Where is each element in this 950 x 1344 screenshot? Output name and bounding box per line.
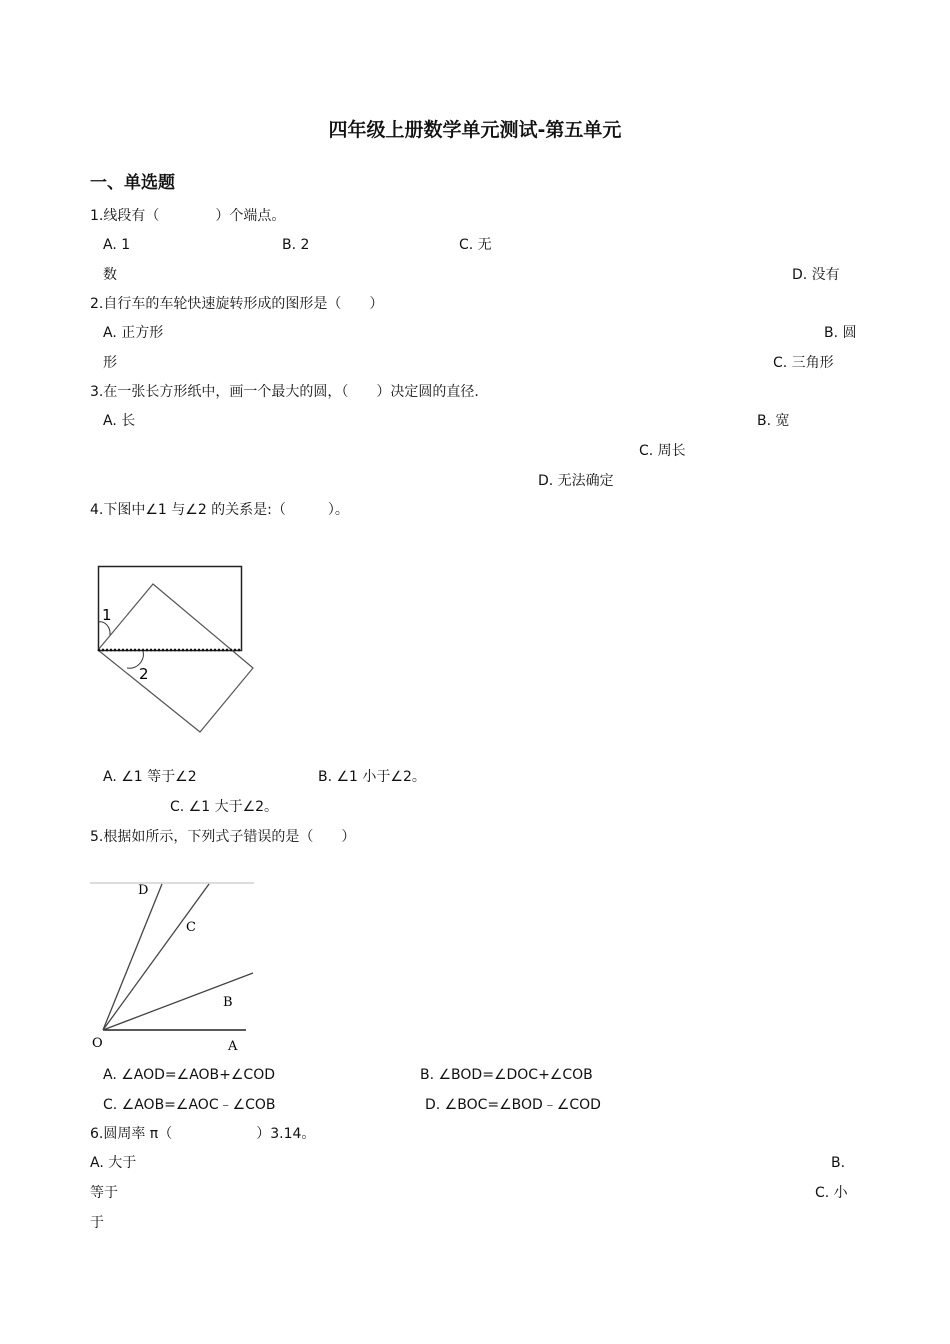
q4-option-a[interactable]: A. ∠1 等于∠2 <box>103 769 197 785</box>
q5-option-b[interactable]: B. ∠BOD=∠DOC+∠COB <box>420 1067 593 1083</box>
q6-option-c-cont: 于 <box>90 1215 104 1231</box>
q4-option-c[interactable]: C. ∠1 大于∠2。 <box>170 799 279 815</box>
q4-stem: 4.下图中∠1 与∠2 的关系是:（ ）。 <box>90 502 349 518</box>
q3-option-b[interactable]: B. 宽 <box>757 413 790 429</box>
q1-option-d[interactable]: D. 没有 <box>792 267 840 283</box>
q1-option-a[interactable]: A. 1 <box>103 237 131 253</box>
q1-option-b[interactable]: B. 2 <box>282 237 310 253</box>
q3-option-a[interactable]: A. 长 <box>103 413 136 429</box>
point-b-label: B <box>223 995 233 1010</box>
q4-option-b[interactable]: B. ∠1 小于∠2。 <box>318 769 426 785</box>
q1-option-c[interactable]: C. 无 <box>459 237 492 253</box>
angle-1-label: 1 <box>102 606 112 624</box>
point-d-label: D <box>138 883 149 898</box>
q5-option-c[interactable]: C. ∠AOB=∠AOC﹣∠COB <box>103 1097 276 1113</box>
q3-stem: 3.在一张长方形纸中，画一个最大的圆，（ ）决定圆的直径. <box>90 384 479 400</box>
q3-option-d[interactable]: D. 无法确定 <box>538 473 614 489</box>
q1-stem: 1.线段有（ ）个端点。 <box>90 208 286 224</box>
q6-stem: 6.圆周率 π（ ）3.14。 <box>90 1126 316 1142</box>
q6-option-b-cont: 等于 <box>90 1185 118 1201</box>
q2-option-b-cont: 形 <box>103 355 117 371</box>
q5-stem: 5.根据如所示，下列式子错误的是（ ） <box>90 829 356 845</box>
q3-option-c[interactable]: C. 周长 <box>639 443 686 459</box>
q2-option-a[interactable]: A. 正方形 <box>103 325 164 341</box>
q5-option-a[interactable]: A. ∠AOD=∠AOB+∠COD <box>103 1067 276 1083</box>
q2-option-c[interactable]: C. 三角形 <box>773 355 834 371</box>
q5-figure <box>90 883 254 1054</box>
q4-figure <box>98 567 253 733</box>
point-a-label: A <box>228 1039 238 1054</box>
section-heading: 一、单选题 <box>90 173 175 193</box>
page-title: 四年级上册数学单元测试-第五单元 <box>328 119 622 141</box>
q6-option-b[interactable]: B. <box>831 1155 846 1171</box>
q1-option-c-cont: 数 <box>103 267 117 283</box>
q2-option-b[interactable]: B. 圆 <box>824 325 857 341</box>
angle-2-label: 2 <box>139 665 149 683</box>
point-o-label: O <box>92 1036 103 1051</box>
point-c-label: C <box>186 920 196 935</box>
q6-option-c[interactable]: C. 小 <box>815 1185 848 1201</box>
q5-option-d[interactable]: D. ∠BOC=∠BOD﹣∠COD <box>425 1097 601 1113</box>
q6-option-a[interactable]: A. 大于 <box>90 1155 137 1171</box>
q2-stem: 2.自行车的车轮快速旋转形成的图形是（ ） <box>90 296 384 312</box>
